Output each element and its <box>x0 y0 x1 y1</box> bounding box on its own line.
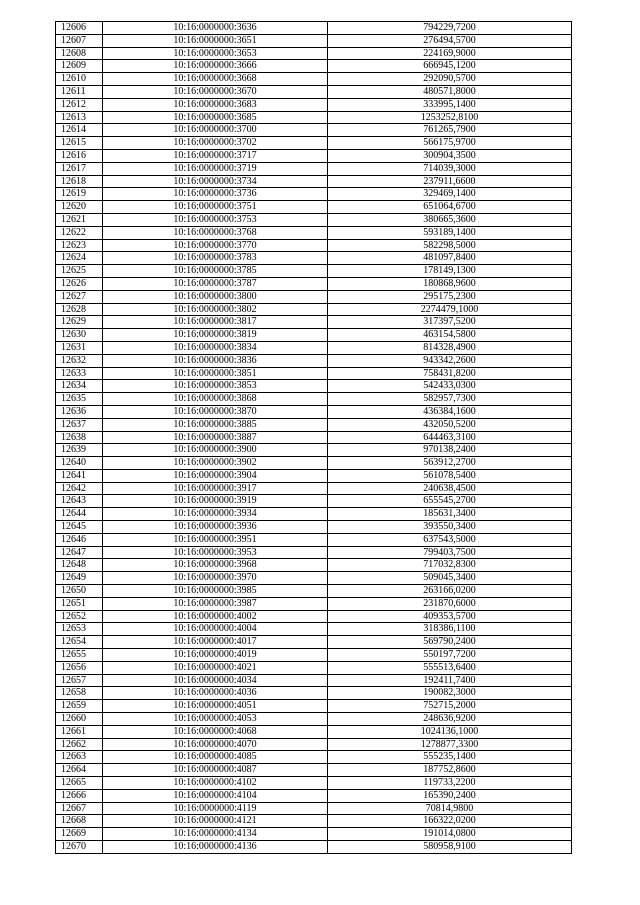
row-number-cell: 12616 <box>56 149 103 162</box>
cadastral-code-cell: 10:16:0000000:3668 <box>103 73 328 86</box>
table-row <box>56 789 572 802</box>
row-number-cell: 12643 <box>56 495 103 508</box>
cadastral-code-cell: 10:16:0000000:4002 <box>103 610 328 623</box>
value-cell: 191014,0800 <box>328 828 572 841</box>
value-cell: 1253252,8100 <box>328 111 572 124</box>
table-row <box>56 380 572 393</box>
table-row <box>56 828 572 841</box>
table-row <box>56 533 572 546</box>
table-row <box>56 700 572 713</box>
cadastral-code-cell: 10:16:0000000:4053 <box>103 713 328 726</box>
value-cell: 561078,5400 <box>328 469 572 482</box>
value-cell: 165390,2400 <box>328 789 572 802</box>
row-number-cell: 12669 <box>56 828 103 841</box>
cadastral-code-cell: 10:16:0000000:3651 <box>103 34 328 47</box>
table-row <box>56 802 572 815</box>
cadastral-code-cell: 10:16:0000000:3719 <box>103 162 328 175</box>
row-number-cell: 12631 <box>56 341 103 354</box>
cadastral-code-cell: 10:16:0000000:3751 <box>103 201 328 214</box>
table-row <box>56 482 572 495</box>
table-row <box>56 213 572 226</box>
cadastral-code-cell: 10:16:0000000:3802 <box>103 303 328 316</box>
table-row <box>56 610 572 623</box>
value-cell: 237911,6600 <box>328 175 572 188</box>
value-cell: 180868,9600 <box>328 277 572 290</box>
cadastral-code-cell: 10:16:0000000:3817 <box>103 316 328 329</box>
table-row <box>56 649 572 662</box>
cadastral-code-cell: 10:16:0000000:3683 <box>103 98 328 111</box>
cadastral-code-cell: 10:16:0000000:3885 <box>103 418 328 431</box>
table-row <box>56 239 572 252</box>
cadastral-code-cell: 10:16:0000000:3968 <box>103 559 328 572</box>
value-cell: 292090,5700 <box>328 73 572 86</box>
value-cell: 580958,9100 <box>328 841 572 854</box>
table-row <box>56 585 572 598</box>
row-number-cell: 12651 <box>56 597 103 610</box>
cadastral-code-cell: 10:16:0000000:3904 <box>103 469 328 482</box>
value-cell: 190082,3000 <box>328 687 572 700</box>
value-cell: 380665,3600 <box>328 213 572 226</box>
value-cell: 2274479,1000 <box>328 303 572 316</box>
row-number-cell: 12665 <box>56 777 103 790</box>
row-number-cell: 12610 <box>56 73 103 86</box>
cadastral-code-cell: 10:16:0000000:3700 <box>103 124 328 137</box>
table-row <box>56 405 572 418</box>
row-number-cell: 12624 <box>56 252 103 265</box>
table-row <box>56 457 572 470</box>
row-number-cell: 12632 <box>56 354 103 367</box>
cadastral-code-cell: 10:16:0000000:3868 <box>103 393 328 406</box>
value-cell: 295175,2300 <box>328 290 572 303</box>
table-row <box>56 252 572 265</box>
cadastral-code-cell: 10:16:0000000:3685 <box>103 111 328 124</box>
row-number-cell: 12629 <box>56 316 103 329</box>
value-cell: 752715,2000 <box>328 700 572 713</box>
value-cell: 717032,8300 <box>328 559 572 572</box>
cadastral-code-cell: 10:16:0000000:4004 <box>103 623 328 636</box>
value-cell: 970138,2400 <box>328 444 572 457</box>
cadastral-code-cell: 10:16:0000000:3819 <box>103 329 328 342</box>
cadastral-code-cell: 10:16:0000000:3768 <box>103 226 328 239</box>
row-number-cell: 12607 <box>56 34 103 47</box>
table-row <box>56 572 572 585</box>
value-cell: 70814,9800 <box>328 802 572 815</box>
row-number-cell: 12613 <box>56 111 103 124</box>
row-number-cell: 12647 <box>56 546 103 559</box>
cadastral-code-cell: 10:16:0000000:3970 <box>103 572 328 585</box>
value-cell: 329469,1400 <box>328 188 572 201</box>
value-cell: 943342,2600 <box>328 354 572 367</box>
value-cell: 1278877,3300 <box>328 738 572 751</box>
value-cell: 593189,1400 <box>328 226 572 239</box>
value-cell: 178149,1300 <box>328 265 572 278</box>
cadastral-code-cell: 10:16:0000000:4087 <box>103 764 328 777</box>
cadastral-code-cell: 10:16:0000000:3887 <box>103 431 328 444</box>
cadastral-code-cell: 10:16:0000000:3753 <box>103 213 328 226</box>
table-row <box>56 559 572 572</box>
table-row <box>56 149 572 162</box>
row-number-cell: 12627 <box>56 290 103 303</box>
row-number-cell: 12639 <box>56 444 103 457</box>
value-cell: 317397,5200 <box>328 316 572 329</box>
table-row <box>56 713 572 726</box>
row-number-cell: 12642 <box>56 482 103 495</box>
table-row <box>56 623 572 636</box>
value-cell: 799403,7500 <box>328 546 572 559</box>
row-number-cell: 12666 <box>56 789 103 802</box>
row-number-cell: 12652 <box>56 610 103 623</box>
cadastral-code-cell: 10:16:0000000:4019 <box>103 649 328 662</box>
cadastral-code-cell: 10:16:0000000:3902 <box>103 457 328 470</box>
value-cell: 248636,9200 <box>328 713 572 726</box>
row-number-cell: 12637 <box>56 418 103 431</box>
row-number-cell: 12608 <box>56 47 103 60</box>
value-cell: 761265,7900 <box>328 124 572 137</box>
row-number-cell: 12663 <box>56 751 103 764</box>
table-row <box>56 597 572 610</box>
cadastral-code-cell: 10:16:0000000:3919 <box>103 495 328 508</box>
row-number-cell: 12634 <box>56 380 103 393</box>
value-cell: 166322,0200 <box>328 815 572 828</box>
cadastral-code-cell: 10:16:0000000:3702 <box>103 137 328 150</box>
row-number-cell: 12628 <box>56 303 103 316</box>
value-cell: 187752,8600 <box>328 764 572 777</box>
value-cell: 714039,3000 <box>328 162 572 175</box>
cadastral-code-cell: 10:16:0000000:4034 <box>103 674 328 687</box>
row-number-cell: 12615 <box>56 137 103 150</box>
row-number-cell: 12606 <box>56 22 103 35</box>
value-cell: 119733,2200 <box>328 777 572 790</box>
value-cell: 436384,1600 <box>328 405 572 418</box>
cadastral-code-cell: 10:16:0000000:3834 <box>103 341 328 354</box>
table-row <box>56 34 572 47</box>
value-cell: 481097,8400 <box>328 252 572 265</box>
cadastral-code-cell: 10:16:0000000:4070 <box>103 738 328 751</box>
table-row <box>56 137 572 150</box>
row-number-cell: 12644 <box>56 508 103 521</box>
table-row <box>56 341 572 354</box>
table-row <box>56 303 572 316</box>
cadastral-code-cell: 10:16:0000000:4085 <box>103 751 328 764</box>
cadastral-code-cell: 10:16:0000000:3953 <box>103 546 328 559</box>
cadastral-code-cell: 10:16:0000000:3870 <box>103 405 328 418</box>
cadastral-code-cell: 10:16:0000000:4119 <box>103 802 328 815</box>
ledger-table <box>55 21 572 854</box>
row-number-cell: 12667 <box>56 802 103 815</box>
row-number-cell: 12614 <box>56 124 103 137</box>
cadastral-code-cell: 10:16:0000000:4136 <box>103 841 328 854</box>
value-cell: 318386,1100 <box>328 623 572 636</box>
value-cell: 666945,1200 <box>328 60 572 73</box>
cadastral-code-cell: 10:16:0000000:3717 <box>103 149 328 162</box>
row-number-cell: 12645 <box>56 521 103 534</box>
row-number-cell: 12648 <box>56 559 103 572</box>
value-cell: 393550,3400 <box>328 521 572 534</box>
row-number-cell: 12664 <box>56 764 103 777</box>
table-row <box>56 162 572 175</box>
row-number-cell: 12658 <box>56 687 103 700</box>
row-number-cell: 12609 <box>56 60 103 73</box>
value-cell: 509045,3400 <box>328 572 572 585</box>
table-row <box>56 60 572 73</box>
table-row <box>56 290 572 303</box>
value-cell: 555513,6400 <box>328 661 572 674</box>
value-cell: 651064,6700 <box>328 201 572 214</box>
cadastral-code-cell: 10:16:0000000:3770 <box>103 239 328 252</box>
cadastral-code-cell: 10:16:0000000:3985 <box>103 585 328 598</box>
cadastral-code-cell: 10:16:0000000:3836 <box>103 354 328 367</box>
value-cell: 814328,4900 <box>328 341 572 354</box>
table-row <box>56 469 572 482</box>
cadastral-code-cell: 10:16:0000000:4021 <box>103 661 328 674</box>
value-cell: 333995,1400 <box>328 98 572 111</box>
table-row <box>56 85 572 98</box>
cadastral-code-cell: 10:16:0000000:4051 <box>103 700 328 713</box>
row-number-cell: 12660 <box>56 713 103 726</box>
cadastral-code-cell: 10:16:0000000:3636 <box>103 22 328 35</box>
table-row <box>56 661 572 674</box>
table-row <box>56 175 572 188</box>
row-number-cell: 12620 <box>56 201 103 214</box>
ledger-table-body <box>56 22 572 854</box>
row-number-cell: 12655 <box>56 649 103 662</box>
table-row <box>56 636 572 649</box>
table-row <box>56 393 572 406</box>
cadastral-code-cell: 10:16:0000000:4104 <box>103 789 328 802</box>
row-number-cell: 12626 <box>56 277 103 290</box>
row-number-cell: 12633 <box>56 367 103 380</box>
table-row <box>56 674 572 687</box>
cadastral-code-cell: 10:16:0000000:4017 <box>103 636 328 649</box>
value-cell: 644463,3100 <box>328 431 572 444</box>
cadastral-code-cell: 10:16:0000000:3900 <box>103 444 328 457</box>
row-number-cell: 12641 <box>56 469 103 482</box>
cadastral-code-cell: 10:16:0000000:4121 <box>103 815 328 828</box>
row-number-cell: 12659 <box>56 700 103 713</box>
value-cell: 542433,0300 <box>328 380 572 393</box>
row-number-cell: 12646 <box>56 533 103 546</box>
table-row <box>56 277 572 290</box>
value-cell: 300904,3500 <box>328 149 572 162</box>
table-row <box>56 738 572 751</box>
value-cell: 794229,7200 <box>328 22 572 35</box>
row-number-cell: 12657 <box>56 674 103 687</box>
value-cell: 758431,8200 <box>328 367 572 380</box>
table-row <box>56 226 572 239</box>
row-number-cell: 12623 <box>56 239 103 252</box>
value-cell: 563912,2700 <box>328 457 572 470</box>
cadastral-code-cell: 10:16:0000000:3934 <box>103 508 328 521</box>
table-row <box>56 316 572 329</box>
value-cell: 224169,9000 <box>328 47 572 60</box>
table-row <box>56 546 572 559</box>
cadastral-code-cell: 10:16:0000000:3734 <box>103 175 328 188</box>
row-number-cell: 12654 <box>56 636 103 649</box>
row-number-cell: 12640 <box>56 457 103 470</box>
value-cell: 263166,0200 <box>328 585 572 598</box>
cadastral-code-cell: 10:16:0000000:3783 <box>103 252 328 265</box>
table-row <box>56 265 572 278</box>
row-number-cell: 12611 <box>56 85 103 98</box>
row-number-cell: 12670 <box>56 841 103 854</box>
table-row <box>56 815 572 828</box>
row-number-cell: 12661 <box>56 725 103 738</box>
value-cell: 582957,7300 <box>328 393 572 406</box>
value-cell: 550197,7200 <box>328 649 572 662</box>
cadastral-code-cell: 10:16:0000000:3936 <box>103 521 328 534</box>
cadastral-code-cell: 10:16:0000000:3800 <box>103 290 328 303</box>
cadastral-code-cell: 10:16:0000000:3653 <box>103 47 328 60</box>
table-row <box>56 725 572 738</box>
table-row <box>56 367 572 380</box>
value-cell: 637543,5000 <box>328 533 572 546</box>
table-row <box>56 201 572 214</box>
row-number-cell: 12612 <box>56 98 103 111</box>
row-number-cell: 12619 <box>56 188 103 201</box>
table-row <box>56 22 572 35</box>
row-number-cell: 12635 <box>56 393 103 406</box>
cadastral-code-cell: 10:16:0000000:3851 <box>103 367 328 380</box>
table-row <box>56 444 572 457</box>
table-row <box>56 495 572 508</box>
value-cell: 409353,5700 <box>328 610 572 623</box>
value-cell: 276494,5700 <box>328 34 572 47</box>
table-row <box>56 124 572 137</box>
row-number-cell: 12636 <box>56 405 103 418</box>
value-cell: 555235,1400 <box>328 751 572 764</box>
value-cell: 463154,5800 <box>328 329 572 342</box>
value-cell: 240638,4500 <box>328 482 572 495</box>
row-number-cell: 12638 <box>56 431 103 444</box>
row-number-cell: 12668 <box>56 815 103 828</box>
value-cell: 582298,5000 <box>328 239 572 252</box>
value-cell: 569790,2400 <box>328 636 572 649</box>
row-number-cell: 12625 <box>56 265 103 278</box>
table-row <box>56 418 572 431</box>
table-row <box>56 508 572 521</box>
row-number-cell: 12649 <box>56 572 103 585</box>
table-row <box>56 751 572 764</box>
value-cell: 480571,8000 <box>328 85 572 98</box>
table-row <box>56 329 572 342</box>
table-row <box>56 687 572 700</box>
row-number-cell: 12662 <box>56 738 103 751</box>
cadastral-code-cell: 10:16:0000000:3666 <box>103 60 328 73</box>
table-row <box>56 354 572 367</box>
cadastral-code-cell: 10:16:0000000:4036 <box>103 687 328 700</box>
row-number-cell: 12656 <box>56 661 103 674</box>
cadastral-code-cell: 10:16:0000000:3917 <box>103 482 328 495</box>
value-cell: 231870,6000 <box>328 597 572 610</box>
cadastral-code-cell: 10:16:0000000:3951 <box>103 533 328 546</box>
cadastral-code-cell: 10:16:0000000:3787 <box>103 277 328 290</box>
cadastral-code-cell: 10:16:0000000:4068 <box>103 725 328 738</box>
row-number-cell: 12621 <box>56 213 103 226</box>
value-cell: 432050,5200 <box>328 418 572 431</box>
row-number-cell: 12622 <box>56 226 103 239</box>
cadastral-code-cell: 10:16:0000000:3670 <box>103 85 328 98</box>
row-number-cell: 12617 <box>56 162 103 175</box>
cadastral-code-cell: 10:16:0000000:3785 <box>103 265 328 278</box>
row-number-cell: 12653 <box>56 623 103 636</box>
table-row <box>56 111 572 124</box>
value-cell: 185631,3400 <box>328 508 572 521</box>
table-row <box>56 188 572 201</box>
table-row <box>56 47 572 60</box>
table-row <box>56 521 572 534</box>
cadastral-code-cell: 10:16:0000000:4134 <box>103 828 328 841</box>
cadastral-code-cell: 10:16:0000000:3987 <box>103 597 328 610</box>
row-number-cell: 12618 <box>56 175 103 188</box>
value-cell: 566175,9700 <box>328 137 572 150</box>
value-cell: 1024136,1000 <box>328 725 572 738</box>
row-number-cell: 12650 <box>56 585 103 598</box>
table-row <box>56 841 572 854</box>
value-cell: 655545,2700 <box>328 495 572 508</box>
cadastral-code-cell: 10:16:0000000:4102 <box>103 777 328 790</box>
value-cell: 192411,7400 <box>328 674 572 687</box>
table-row <box>56 431 572 444</box>
cadastral-code-cell: 10:16:0000000:3736 <box>103 188 328 201</box>
table-row <box>56 777 572 790</box>
table-row <box>56 73 572 86</box>
table-row <box>56 764 572 777</box>
cadastral-code-cell: 10:16:0000000:3853 <box>103 380 328 393</box>
row-number-cell: 12630 <box>56 329 103 342</box>
table-row <box>56 98 572 111</box>
